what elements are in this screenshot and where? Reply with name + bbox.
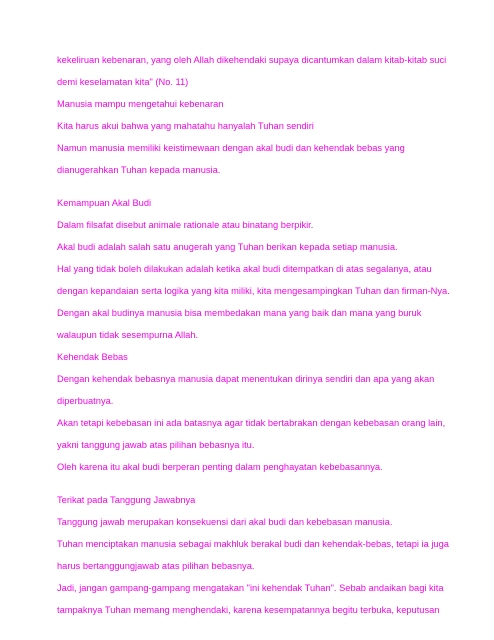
text-line: Namun manusia memiliki keistimewaan dengan akal budi dan kehendak bebas yang [57,143,405,153]
text-line: dengan kepandaian serta logika yang kita miliki, kita mengesampingkan Tuhan dan firman-Nya. [57,286,450,296]
text-line: yakni tanggung jawab atas pilihan bebasnya itu. [57,440,255,450]
text-line: Dengan kehendak bebasnya manusia dapat menentukan dirinya sendiri dan apa yang akan [57,374,435,384]
section-heading: Kemampuan Akal Budi [57,198,152,208]
text-line: Akal budi adalah salah satu anugerah yang Tuhan berikan kepada setiap manusia. [57,242,398,252]
text-line: Hal yang tidak boleh dilakukan adalah ketika akal budi ditempatkan di atas segalanya, atau [57,264,432,274]
text-line: Kita harus akui bahwa yang mahatahu hanyalah Tuhan sendiri [57,121,314,131]
text-line: diperbuatnya. [57,396,114,406]
section-heading: Kehendak Bebas [57,352,128,362]
text-line: Akan tetapi kebebasan ini ada batasnya agar tidak bertabrakan dengan kebebasan orang lain, [57,418,446,428]
text-line: demi keselamatan kita" (No. 11) [57,77,189,87]
section-heading: Terikat pada Tanggung Jawabnya [57,495,196,505]
text-line: Oleh karena itu akal budi berperan penting dalam penghayatan kebebasannya. [57,462,383,472]
text-line: Dengan akal budinya manusia bisa membedakan mana yang baik dan mana yang buruk [57,308,422,318]
text-line: tampaknya Tuhan memang menghendaki, karena kesempatannya begitu terbuka, keputusan [57,605,440,615]
text-line: harus bertanggungjawab atas pilihan bebasnya. [57,561,255,571]
section-heading: Manusia mampu mengetahui kebenaran [57,99,224,109]
text-line: Dalam filsafat disebut animale rationale atau binatang berpikir. [57,220,314,230]
text-line: Tuhan menciptakan manusia sebagai makhluk berakal budi dan kehendak-bebas, tetapi ia juga [57,539,449,549]
text-line: Jadi, jangan gampang-gampang mengatakan "ini kehendak Tuhan". Sebab andaikan bagi kita [57,583,444,593]
text-line: kekeliruan kebenaran, yang oleh Allah dikehendaki supaya dicantumkan dalam kitab-kitab suci [57,55,447,65]
text-line: walaupun tidak sesempurna Allah. [57,330,199,340]
text-line: dianugerahkan Tuhan kepada manusia. [57,165,221,175]
text-line: Tanggung jawab merupakan konsekuensi dari akal budi dan kebebasan manusia. [57,517,393,527]
